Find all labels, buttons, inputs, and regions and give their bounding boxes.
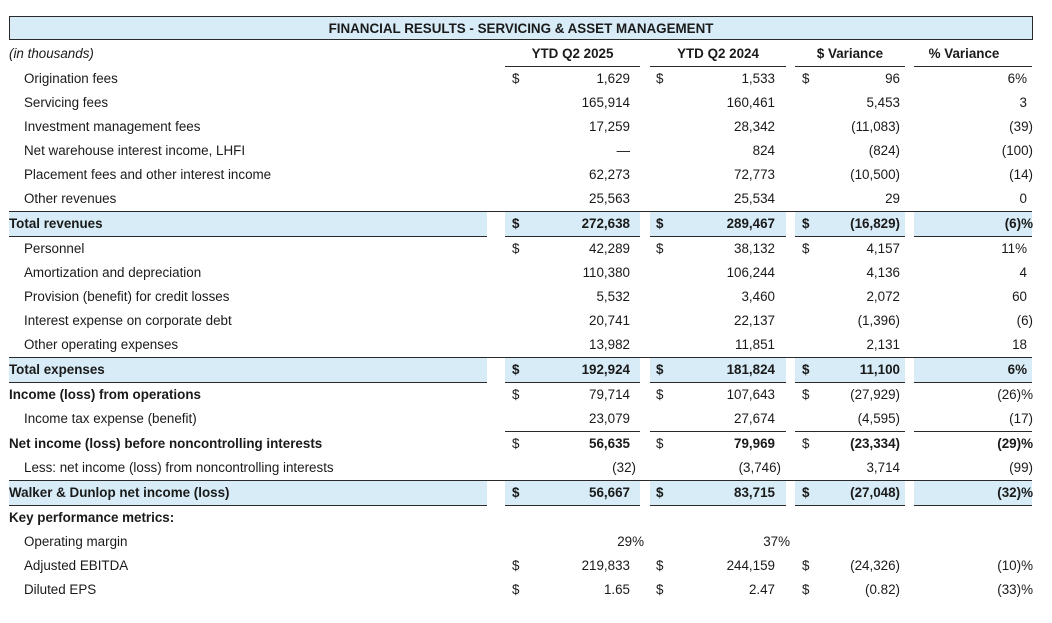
table-row <box>0 383 1052 407</box>
value-ytd-2025: 79,714 <box>589 387 630 402</box>
currency-symbol: $ <box>512 485 520 500</box>
value-ytd-2025: 56,635 <box>589 436 630 451</box>
currency-symbol: $ <box>802 387 810 402</box>
value-pct-variance: (100) <box>1001 143 1033 158</box>
value-ytd-2024: 244,159 <box>726 558 775 573</box>
row-label: Provision (benefit) for credit losses <box>24 289 230 304</box>
currency-symbol: $ <box>802 71 810 86</box>
row-label: Interest expense on corporate debt <box>24 313 232 328</box>
currency-symbol: $ <box>512 71 520 86</box>
currency-symbol: $ <box>802 558 810 573</box>
row-label: Placement fees and other interest income <box>24 167 272 182</box>
currency-symbol: $ <box>512 436 520 451</box>
row-label: Amortization and depreciation <box>24 265 202 280</box>
value-pct-variance: (14) <box>1009 167 1033 182</box>
value-ytd-2024: 824 <box>752 143 775 158</box>
value-ytd-2024: 83,715 <box>734 485 775 500</box>
row-label: Income (loss) from operations <box>9 387 201 402</box>
kpi-heading: Key performance metrics: <box>9 510 175 525</box>
value-ytd-2024: 28,342 <box>734 119 775 134</box>
currency-symbol: $ <box>802 241 810 256</box>
value-dollar-variance: 29 <box>885 191 900 206</box>
row-label: Net income (loss) before noncontrolling interests <box>9 436 323 451</box>
value-pct-variance: 18 <box>1012 337 1027 352</box>
col-header-ytd-2025: YTD Q2 2025 <box>531 46 614 61</box>
value-ytd-2024: 27,674 <box>734 411 775 426</box>
value-ytd-2025: 29% <box>617 534 644 549</box>
value-ytd-2025: 25,563 <box>589 191 630 206</box>
row-label: Walker & Dunlop net income (loss) <box>9 485 230 500</box>
value-ytd-2025: 5,532 <box>596 289 630 304</box>
kpi-heading-row <box>0 506 1052 530</box>
currency-symbol: $ <box>656 436 664 451</box>
value-dollar-variance: 96 <box>885 71 900 86</box>
value-pct-variance: (6) <box>1016 313 1033 328</box>
value-dollar-variance: (16,829) <box>850 216 900 231</box>
row-label: Diluted EPS <box>24 582 97 597</box>
table-title: FINANCIAL RESULTS - SERVICING & ASSET MANAGEMENT <box>9 16 1033 40</box>
walker-dunlop-net-income-row <box>0 481 1052 505</box>
value-pct-variance: 60 <box>1012 289 1027 304</box>
row-label: Total revenues <box>9 216 103 231</box>
currency-symbol: $ <box>656 485 664 500</box>
value-ytd-2025: (32) <box>612 460 636 475</box>
currency-symbol: $ <box>656 216 664 231</box>
table-header-row <box>0 42 1052 66</box>
value-pct-variance: (32)% <box>997 485 1033 500</box>
currency-symbol: $ <box>656 71 664 86</box>
value-pct-variance: (39) <box>1009 119 1033 134</box>
row-label: Other operating expenses <box>24 337 179 352</box>
table-row <box>0 187 1052 211</box>
value-dollar-variance: (10,500) <box>850 167 900 182</box>
value-ytd-2025: 272,638 <box>581 216 630 231</box>
table-row <box>0 67 1052 91</box>
value-pct-variance: 3 <box>1019 95 1027 110</box>
value-ytd-2024: 72,773 <box>734 167 775 182</box>
value-ytd-2024: 11,851 <box>735 337 775 352</box>
currency-symbol: $ <box>656 362 664 377</box>
currency-symbol: $ <box>512 216 520 231</box>
value-dollar-variance: 4,136 <box>866 265 900 280</box>
value-ytd-2025: 219,833 <box>581 558 630 573</box>
row-label: Servicing fees <box>24 95 109 110</box>
total-expenses-row <box>0 358 1052 382</box>
table-row <box>0 309 1052 333</box>
currency-symbol: $ <box>656 387 664 402</box>
table-row <box>0 163 1052 187</box>
value-ytd-2025: 192,924 <box>581 362 630 377</box>
value-pct-variance: 11% <box>1001 241 1027 256</box>
currency-symbol: $ <box>802 485 810 500</box>
value-dollar-variance: (4,595) <box>857 411 900 426</box>
value-ytd-2024: 160,461 <box>726 95 775 110</box>
value-pct-variance: (33)% <box>997 582 1033 597</box>
value-ytd-2025: 1.65 <box>603 582 630 597</box>
currency-symbol: $ <box>512 582 520 597</box>
currency-symbol: $ <box>656 582 664 597</box>
value-dollar-variance: 2,072 <box>866 289 900 304</box>
col-header-dollar-variance: $ Variance <box>816 46 884 61</box>
currency-symbol: $ <box>512 241 520 256</box>
currency-symbol: $ <box>512 387 520 402</box>
table-row <box>0 261 1052 285</box>
row-label: Origination fees <box>24 71 118 86</box>
value-ytd-2025: 20,741 <box>589 313 630 328</box>
currency-symbol: $ <box>512 362 520 377</box>
value-dollar-variance: (23,334) <box>850 436 900 451</box>
value-dollar-variance: (1,396) <box>857 313 900 328</box>
value-ytd-2025: 62,273 <box>589 167 630 182</box>
value-pct-variance: 4 <box>1019 265 1027 280</box>
table-row <box>0 115 1052 139</box>
table-row <box>0 237 1052 261</box>
table-row <box>0 91 1052 115</box>
currency-symbol: $ <box>802 582 810 597</box>
row-label: Less: net income (loss) from noncontrolling interests <box>24 460 334 475</box>
value-pct-variance: (10)% <box>997 558 1033 573</box>
currency-symbol: $ <box>802 362 810 377</box>
value-ytd-2024: 289,467 <box>726 216 775 231</box>
kpi-row-adjusted-ebitda <box>0 554 1052 578</box>
value-ytd-2024: 107,643 <box>726 387 775 402</box>
currency-symbol: $ <box>802 436 810 451</box>
value-ytd-2025: 110,380 <box>582 265 630 280</box>
value-ytd-2025: 1,629 <box>596 71 630 86</box>
value-dollar-variance: (24,326) <box>850 558 900 573</box>
value-ytd-2025: 56,667 <box>589 485 630 500</box>
value-ytd-2024: 25,534 <box>734 191 775 206</box>
value-dollar-variance: (824) <box>868 143 900 158</box>
value-dollar-variance: 2,131 <box>866 337 900 352</box>
currency-symbol: $ <box>656 558 664 573</box>
value-ytd-2024: (3,746) <box>738 460 781 475</box>
row-label: Personnel <box>24 241 85 256</box>
value-dollar-variance: (11,083) <box>851 119 900 134</box>
value-pct-variance: 6% <box>1007 362 1027 377</box>
table-row <box>0 456 1052 480</box>
value-ytd-2024: 3,460 <box>741 289 775 304</box>
row-label: Net warehouse interest income, LHFI <box>24 143 246 158</box>
row-label: Investment management fees <box>24 119 201 134</box>
kpi-row-operating-margin <box>0 530 1052 554</box>
value-ytd-2024: 1,533 <box>741 71 775 86</box>
value-ytd-2024: 38,132 <box>734 241 775 256</box>
value-ytd-2025: — <box>616 143 630 158</box>
value-dollar-variance: 11,100 <box>859 362 900 377</box>
value-pct-variance: (6)% <box>1004 216 1033 231</box>
value-pct-variance: 0 <box>1019 191 1027 206</box>
value-dollar-variance: 4,157 <box>866 241 900 256</box>
table-row <box>0 139 1052 163</box>
value-pct-variance: (29)% <box>997 436 1033 451</box>
value-ytd-2025: 42,289 <box>589 241 630 256</box>
row-label: Operating margin <box>24 534 128 549</box>
value-pct-variance: (99) <box>1009 460 1033 475</box>
row-label: Income tax expense (benefit) <box>24 411 197 426</box>
currency-symbol: $ <box>512 558 520 573</box>
value-ytd-2025: 165,914 <box>581 95 630 110</box>
value-ytd-2024: 181,824 <box>726 362 775 377</box>
value-dollar-variance: (27,929) <box>850 387 900 402</box>
currency-symbol: $ <box>656 241 664 256</box>
col-header-ytd-2024: YTD Q2 2024 <box>677 46 759 61</box>
table-row <box>0 333 1052 357</box>
row-label: Other revenues <box>24 191 117 206</box>
units-label: (in thousands) <box>9 46 94 61</box>
value-dollar-variance: (0.82) <box>865 582 900 597</box>
currency-symbol: $ <box>802 216 810 231</box>
kpi-row-diluted-eps <box>0 578 1052 602</box>
value-ytd-2024: 22,137 <box>734 313 775 328</box>
col-header-pct-variance: % Variance <box>928 46 1000 61</box>
value-ytd-2024: 79,969 <box>734 436 775 451</box>
table-row <box>0 407 1052 431</box>
value-pct-variance: (26)% <box>997 387 1033 402</box>
value-dollar-variance: 3,714 <box>866 460 900 475</box>
value-ytd-2024: 106,244 <box>726 265 775 280</box>
value-ytd-2025: 23,079 <box>589 411 630 426</box>
value-dollar-variance: (27,048) <box>850 485 900 500</box>
value-pct-variance: 6% <box>1007 71 1027 86</box>
value-ytd-2024: 37% <box>763 534 790 549</box>
value-ytd-2024: 2.47 <box>748 582 775 597</box>
value-ytd-2025: 13,982 <box>589 337 630 352</box>
total-revenues-row <box>0 212 1052 236</box>
row-label: Adjusted EBITDA <box>24 558 129 573</box>
value-pct-variance: (17) <box>1009 411 1033 426</box>
row-label: Total expenses <box>9 362 105 377</box>
table-row <box>0 285 1052 309</box>
table-row <box>0 432 1052 456</box>
value-ytd-2025: 17,259 <box>589 119 630 134</box>
value-dollar-variance: 5,453 <box>866 95 900 110</box>
